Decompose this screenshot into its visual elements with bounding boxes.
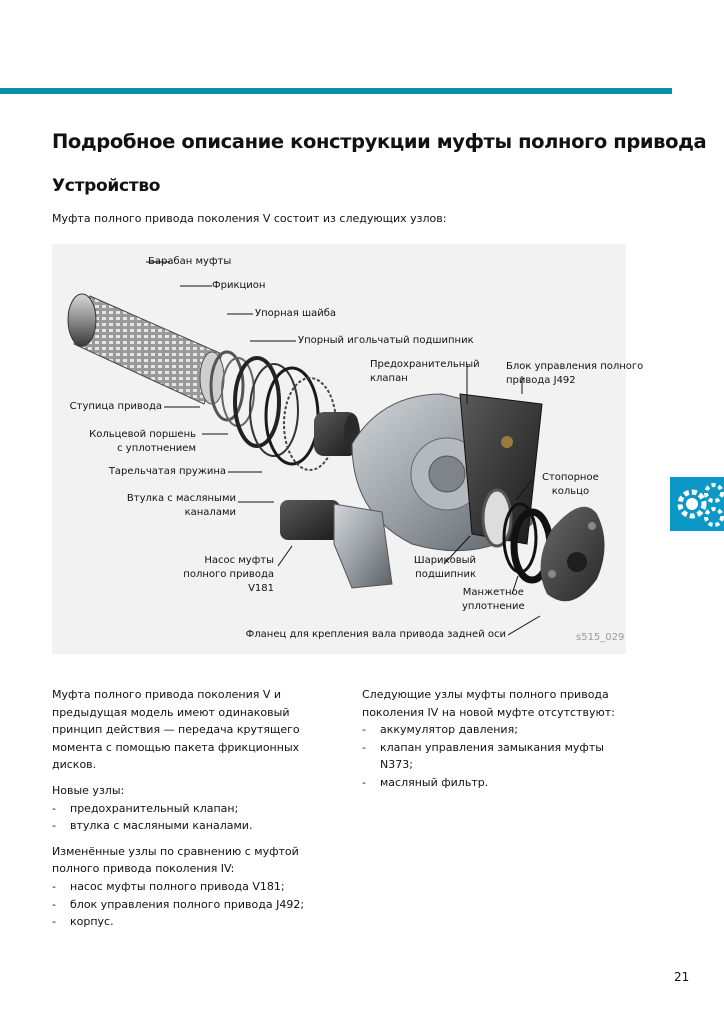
figure-id: s515_029 (576, 632, 625, 643)
changed-parts-list (52, 878, 342, 931)
label-needle-bearing: Упорный игольчатый подшипник (298, 335, 474, 346)
changed-parts-heading: Изменённые узлы по сравнению с муфтой полного привода поколения IV: (52, 844, 299, 876)
list-item: - корпус. (52, 913, 342, 931)
list-item: - аккумулятор давления; (362, 721, 632, 739)
page-title: Подробное описание конструкции муфты полного привода (52, 130, 707, 153)
page-number: 21 (674, 970, 690, 984)
label-hub: Ступица привода (69, 401, 162, 412)
label-disc-spring: Тарельчатая пружина (108, 466, 226, 477)
label-flange: Фланец для крепления вала привода задней оси (245, 629, 506, 640)
removed-parts-list (362, 721, 632, 791)
list-item: - предохранительный клапан; (52, 800, 342, 818)
section-title: Устройство (52, 176, 161, 196)
removed-parts-heading: Следующие узлы муфты полного привода поколения IV на новой муфте отсутствуют: (362, 688, 615, 719)
list-item: - блок управления полного привода J492; (52, 896, 342, 914)
left-paragraph: Муфта полного привода поколения V и предыдущая модель имеют одинаковый принцип действия — передача крутящего момента с помощью пакета фрикционных дисков. (52, 688, 300, 772)
ball-bearing-and-seals (483, 490, 550, 580)
label-drum: Барабан муфты (148, 256, 232, 267)
left-column (52, 686, 342, 939)
list-item: - втулка с масляными каналами. (52, 817, 342, 835)
label-friction: Фрикцион (212, 280, 266, 291)
new-parts-heading: Новые узлы: (52, 783, 125, 797)
rear-axle-flange (541, 507, 605, 602)
label-thrust-washer: Упорная шайба (255, 308, 337, 319)
right-column (362, 686, 632, 800)
exploded-view-figure (52, 244, 644, 654)
header-rule (0, 88, 672, 94)
clutch-drum (68, 294, 224, 404)
new-parts-list (52, 800, 342, 835)
gear-icon (670, 477, 724, 531)
label-control-unit: Блок управления полного привода J492 (506, 361, 644, 386)
label-pump: Насос муфты полного привода V181 (183, 555, 274, 594)
label-safety-valve: Предохранительный клапан (370, 359, 480, 384)
list-item: - масляный фильтр. (362, 774, 632, 792)
label-oil-sleeve: Втулка с масляными каналами (126, 493, 236, 518)
list-item: - насос муфты полного привода V181; (52, 878, 342, 896)
label-ball-bearing: Шариковый подшипник (413, 555, 476, 580)
list-item: - клапан управления замыкания муфты N373; (362, 739, 632, 774)
intro-text: Муфта полного привода поколения V состоит из следующих узлов: (52, 212, 447, 225)
chapter-tab (670, 477, 724, 531)
label-circlip: Стопорное кольцо (542, 472, 599, 497)
label-annular-piston: Кольцевой поршень с уплотнением (89, 429, 196, 454)
pump-motor (280, 500, 392, 588)
label-lip-seal: Манжетное уплотнение (462, 587, 525, 612)
